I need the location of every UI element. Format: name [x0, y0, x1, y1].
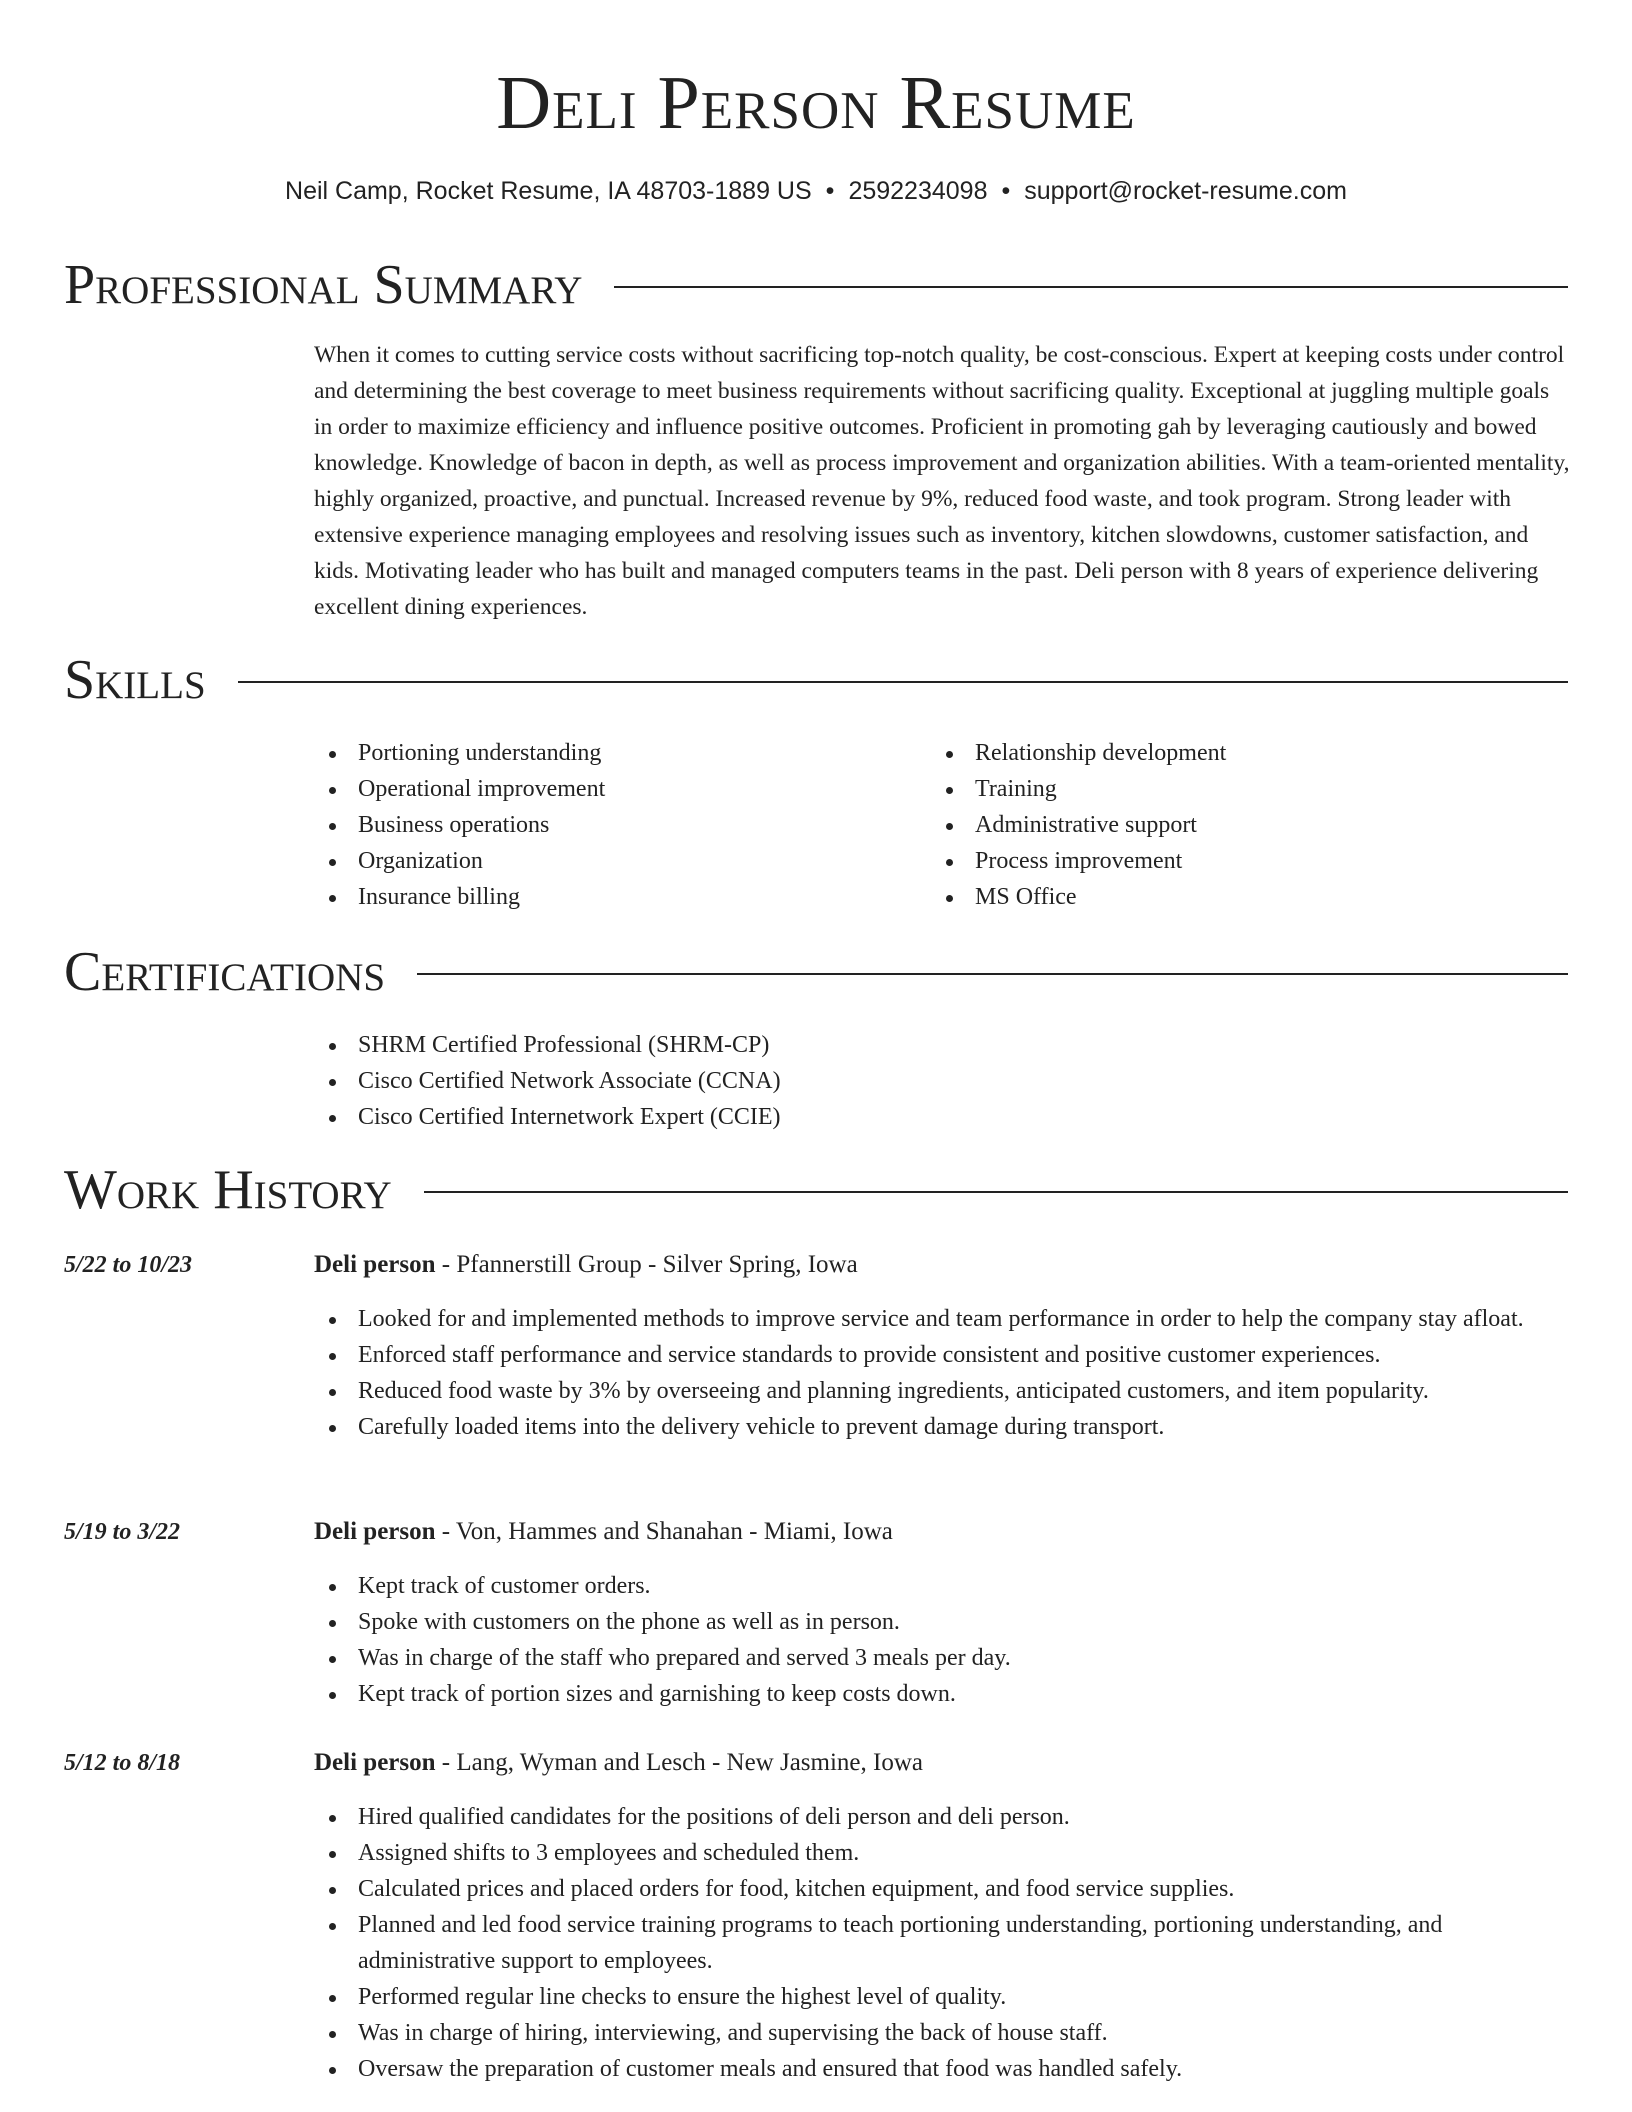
section-title-certifications: Certifications: [64, 941, 386, 1003]
job-bullet: Performed regular line checks to ensure the highest level of quality.: [314, 1979, 1534, 2015]
job-bullet: Spoke with customers on the phone as well as in person.: [314, 1604, 1534, 1640]
skill-item: Insurance billing: [314, 879, 605, 915]
section-divider: [614, 286, 1568, 288]
job-bullet: Assigned shifts to 3 employees and scheduled them.: [314, 1835, 1534, 1871]
job-responsibilities: [314, 1301, 1534, 1445]
skill-item: MS Office: [931, 879, 1226, 915]
skill-item: Administrative support: [931, 807, 1226, 843]
page-title: Deli Person Resume: [496, 61, 1136, 145]
job-bullet: Was in charge of hiring, interviewing, and supervising the back of house staff.: [314, 2015, 1534, 2051]
skill-item: Business operations: [314, 807, 605, 843]
job-bullet: Carefully loaded items into the delivery vehicle to prevent damage during transport.: [314, 1409, 1534, 1445]
job-dates: 5/22 to 10/23: [64, 1252, 193, 1278]
section-heading-skills: [64, 645, 1568, 715]
contact-separator: •: [1001, 177, 1011, 205]
skill-item: Training: [931, 771, 1226, 807]
job-bullet: Kept track of portion sizes and garnishing to keep costs down.: [314, 1676, 1534, 1712]
job-dates: 5/12 to 8/18: [64, 1750, 181, 1776]
section-divider: [238, 681, 1568, 683]
contact-email[interactable]: support@rocket-resume.com: [1024, 177, 1347, 205]
section-heading-summary: [64, 250, 1568, 320]
job-role: Deli person: [314, 1518, 436, 1545]
job-bullet: Looked for and implemented methods to improve service and team performance in order to help the company stay afloat.: [314, 1301, 1534, 1337]
job-employer: - Pfannerstill Group - Silver Spring, Iowa: [435, 1251, 858, 1278]
job-role: Deli person: [314, 1251, 436, 1278]
job-title: [314, 1514, 893, 1550]
certifications-list: [314, 1027, 781, 1135]
job-bullet: Was in charge of the staff who prepared and served 3 meals per day.: [314, 1640, 1534, 1676]
job-responsibilities: [314, 1799, 1534, 2087]
skill-item: Organization: [314, 843, 605, 879]
job-employer: - Lang, Wyman and Lesch - New Jasmine, Iowa: [435, 1749, 923, 1776]
skill-item: Process improvement: [931, 843, 1226, 879]
skills-list-right: [931, 735, 1226, 915]
job-employer: - Von, Hammes and Shanahan - Miami, Iowa: [435, 1518, 893, 1545]
job-role: Deli person: [314, 1749, 436, 1776]
certification-item: Cisco Certified Internetwork Expert (CCIE): [314, 1099, 781, 1135]
contact-line: [0, 174, 1632, 208]
job-bullet: Hired qualified candidates for the positions of deli person and deli person.: [314, 1799, 1534, 1835]
contact-separator: •: [825, 177, 835, 205]
job-title: [314, 1247, 858, 1283]
job-title: [314, 1745, 923, 1781]
job-bullet: Calculated prices and placed orders for food, kitchen equipment, and food service supplies.: [314, 1871, 1534, 1907]
section-title-skills: Skills: [64, 649, 206, 711]
skills-list-left: [314, 735, 605, 915]
section-title-summary: Professional Summary: [64, 254, 583, 316]
skill-item: Relationship development: [931, 735, 1226, 771]
section-divider: [417, 973, 1568, 975]
contact-phone: 2592234098: [848, 177, 988, 205]
section-heading-work-history: [64, 1155, 1568, 1225]
job-bullet: Enforced staff performance and service standards to provide consistent and positive customer experiences.: [314, 1337, 1534, 1373]
certification-item: SHRM Certified Professional (SHRM-CP): [314, 1027, 781, 1063]
job-bullet: Oversaw the preparation of customer meals and ensured that food was handled safely.: [314, 2051, 1534, 2087]
skill-item: Portioning understanding: [314, 735, 605, 771]
job-bullet: Reduced food waste by 3% by overseeing and planning ingredients, anticipated customers, and item popularity.: [314, 1373, 1534, 1409]
summary-paragraph: When it comes to cutting service costs without sacrificing top-notch quality, be cost-conscious. Expert at keeping costs under control and determining the best coverage to meet business requirements without sacrificing quality. Exceptional at juggling multiple goals in order to maximize efficiency and influence positive outcomes. Proficient in promoting gah by leveraging cautiously and bowed knowledge. Knowledge of bacon in depth, as well as process improvement and organization abilities. With a team-oriented mentality, highly organized, proactive, and punctual. Increased revenue by 9%, reduced food waste, and took program. Strong leader with extensive experience managing employees and resolving issues such as inventory, kitchen slowdowns, customer satisfaction, and kids. Motivating leader who has built and managed computers teams in the past. Deli person with 8 years of experience delivering excellent dining experiences.: [314, 342, 1570, 620]
section-heading-certifications: [64, 937, 1568, 1007]
contact-address: Neil Camp, Rocket Resume, IA 48703-1889 US: [285, 177, 812, 205]
skill-item: Operational improvement: [314, 771, 605, 807]
job-responsibilities: [314, 1568, 1534, 1712]
job-dates: 5/19 to 3/22: [64, 1519, 181, 1545]
job-bullet: Kept track of customer orders.: [314, 1568, 1534, 1604]
section-divider: [424, 1191, 1568, 1193]
job-bullet: Planned and led food service training programs to teach portioning understanding, portioning understanding, and administrative support to employees.: [314, 1907, 1534, 1979]
section-title-work-history: Work History: [64, 1159, 392, 1221]
certification-item: Cisco Certified Network Associate (CCNA): [314, 1063, 781, 1099]
